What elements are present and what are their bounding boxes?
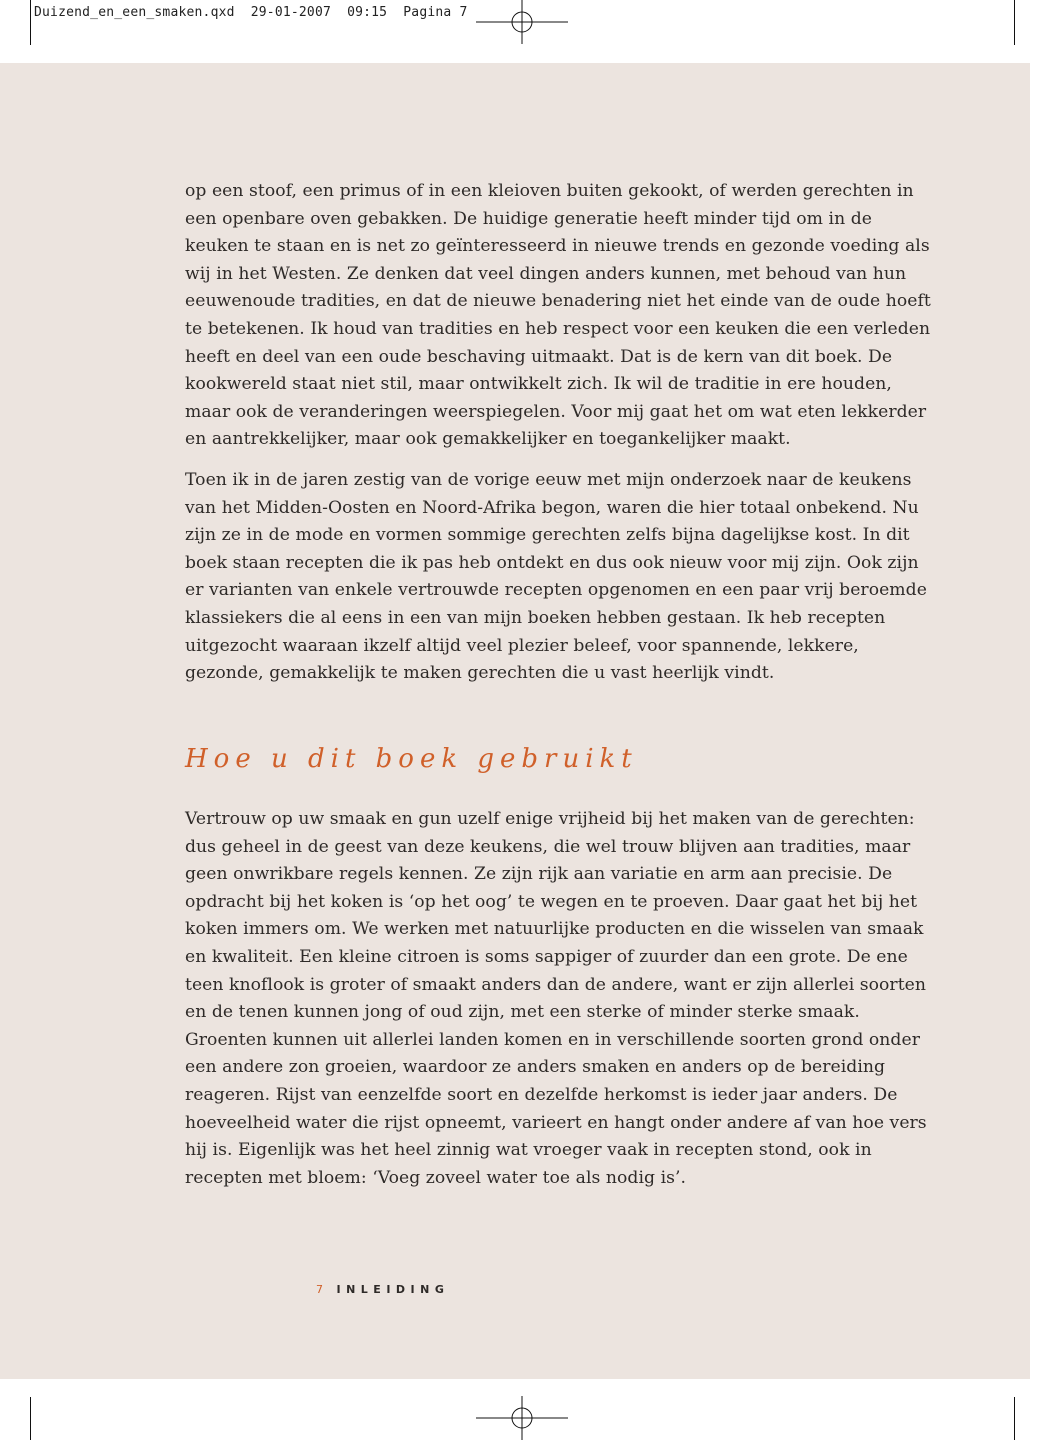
text-line: boek staan recepten die ik pas heb ontdekt en dus ook nieuw voor mij zijn. Ook zijn <box>185 552 919 573</box>
paragraph-1 <box>185 178 931 454</box>
text-line: en aantrekkelijker, maar ook gemakkelijker en toegankelijker maakt. <box>185 429 791 450</box>
text-line: een andere zon groeien, waardoor ze anders smaken en anders op de bereiding <box>185 1057 886 1078</box>
crop-mark-bottom-left <box>30 1397 31 1440</box>
text-line: uitgezocht waaraan ikzelf altijd veel plezier beleef, voor spannende, lekkere, <box>185 635 859 656</box>
text-line: koken immers om. We werken met natuurlijke producten en die wisselen van smaak <box>185 919 924 940</box>
text-line: gezonde, gemakkelijk te maken gerechten die u vast heerlijk vindt. <box>185 663 775 684</box>
text-line: teen knoflook is groter of smaakt anders dan de andere, want er zijn allerlei soorten <box>185 974 926 995</box>
intro-text <box>185 178 931 701</box>
text-line: van het Midden-Oosten en Noord-Afrika begon, waren die hier totaal onbekend. Nu <box>185 497 919 518</box>
text-line: en de tenen kunnen jong of oud zijn, met een sterke of minder sterke smaak. <box>185 1002 860 1023</box>
text-line: te betekenen. Ik houd van tradities en heb respect voor een keuken die een verleden <box>185 318 931 339</box>
text-line: opdracht bij het koken is ‘op het oog’ te wegen en te proeven. Daar gaat het bij het <box>185 891 918 912</box>
text-line: er varianten van enkele vertrouwde recepten opgenomen en een paar vrij beroemde <box>185 580 927 601</box>
text-line: wij in het Westen. Ze denken dat veel dingen anders kunnen, met behoud van hun <box>185 263 907 284</box>
print-slug <box>34 5 468 20</box>
text-line: Groenten kunnen uit allerlei landen komen en in verschillende soorten grond onder <box>185 1029 920 1050</box>
text-line: recepten met bloem: ‘Voeg zoveel water toe als nodig is’. <box>185 1167 687 1188</box>
text-line: heeft en deel van een oude beschaving uitmaakt. Dat is de kern van dit boek. De <box>185 346 893 367</box>
section-heading: Hoe u dit boek gebruikt <box>185 744 638 774</box>
crop-mark-bottom-right <box>1014 1397 1015 1440</box>
text-line: dus geheel in de geest van deze keukens, die wel trouw blijven aan tradities, maar <box>185 836 911 857</box>
text-line: eeuwenoude tradities, en dat de nieuwe benadering niet het einde van de oude hoeft <box>185 291 931 312</box>
slug-page: Pagina 7 <box>403 5 468 20</box>
text-line: hij is. Eigenlijk was het heel zinnig wat vroeger vaak in recepten stond, ook in <box>185 1140 872 1161</box>
text-line: keuken te staan en is net zo geïnteresseerd in nieuwe trends en gezonde voeding als <box>185 236 930 257</box>
registration-mark-top-icon <box>476 0 568 44</box>
text-line: op een stoof, een primus of in een kleioven buiten gekookt, of werden gerechten in <box>185 181 914 201</box>
slug-date: 29-01-2007 <box>250 5 332 20</box>
crop-mark-top-right <box>1014 0 1015 45</box>
slug-time: 09:15 <box>347 5 388 20</box>
section-text <box>185 806 927 1205</box>
text-line: kookwereld staat niet stil, maar ontwikkelt zich. Ik wil de traditie in ere houden, <box>185 374 892 395</box>
registration-mark-bottom-icon <box>476 1396 568 1440</box>
text-line: Vertrouw op uw smaak en gun uzelf enige vrijheid bij het maken van de gerechten: <box>185 809 915 829</box>
page-footer <box>316 1283 449 1296</box>
paragraph-2 <box>185 467 927 688</box>
section-label: INLEIDING <box>336 1283 450 1296</box>
text-line: en kwaliteit. Een kleine citroen is soms sappiger of zuurder dan een grote. De ene <box>185 946 908 967</box>
text-line: reageren. Rijst van eenzelfde soort en dezelfde herkomst is ieder jaar anders. De <box>185 1084 898 1105</box>
slug-filename: Duizend_en_een_smaken.qxd <box>34 5 235 20</box>
text-line: hoeveelheid water die rijst opneemt, varieert en hangt onder andere af van hoe vers <box>185 1112 927 1133</box>
page-number: 7 <box>316 1283 323 1296</box>
text-line: geen onwrikbare regels kennen. Ze zijn rijk aan variatie en arm aan precisie. De <box>185 864 893 885</box>
crop-mark-top-left <box>30 0 31 45</box>
text-line: klassiekers die al eens in een van mijn boeken hebben gestaan. Ik heb recepten <box>185 607 886 628</box>
text-line: maar ook de veranderingen weerspiegelen. Voor mij gaat het om wat eten lekkerder <box>185 401 927 422</box>
text-line: zijn ze in de mode en vormen sommige gerechten zelfs bijna dagelijkse kost. In dit <box>185 525 910 546</box>
paragraph-3 <box>185 806 927 1192</box>
text-line: Toen ik in de jaren zestig van de vorige eeuw met mijn onderzoek naar de keukens <box>185 469 912 490</box>
text-line: een openbare oven gebakken. De huidige generatie heeft minder tijd om in de <box>185 208 872 229</box>
